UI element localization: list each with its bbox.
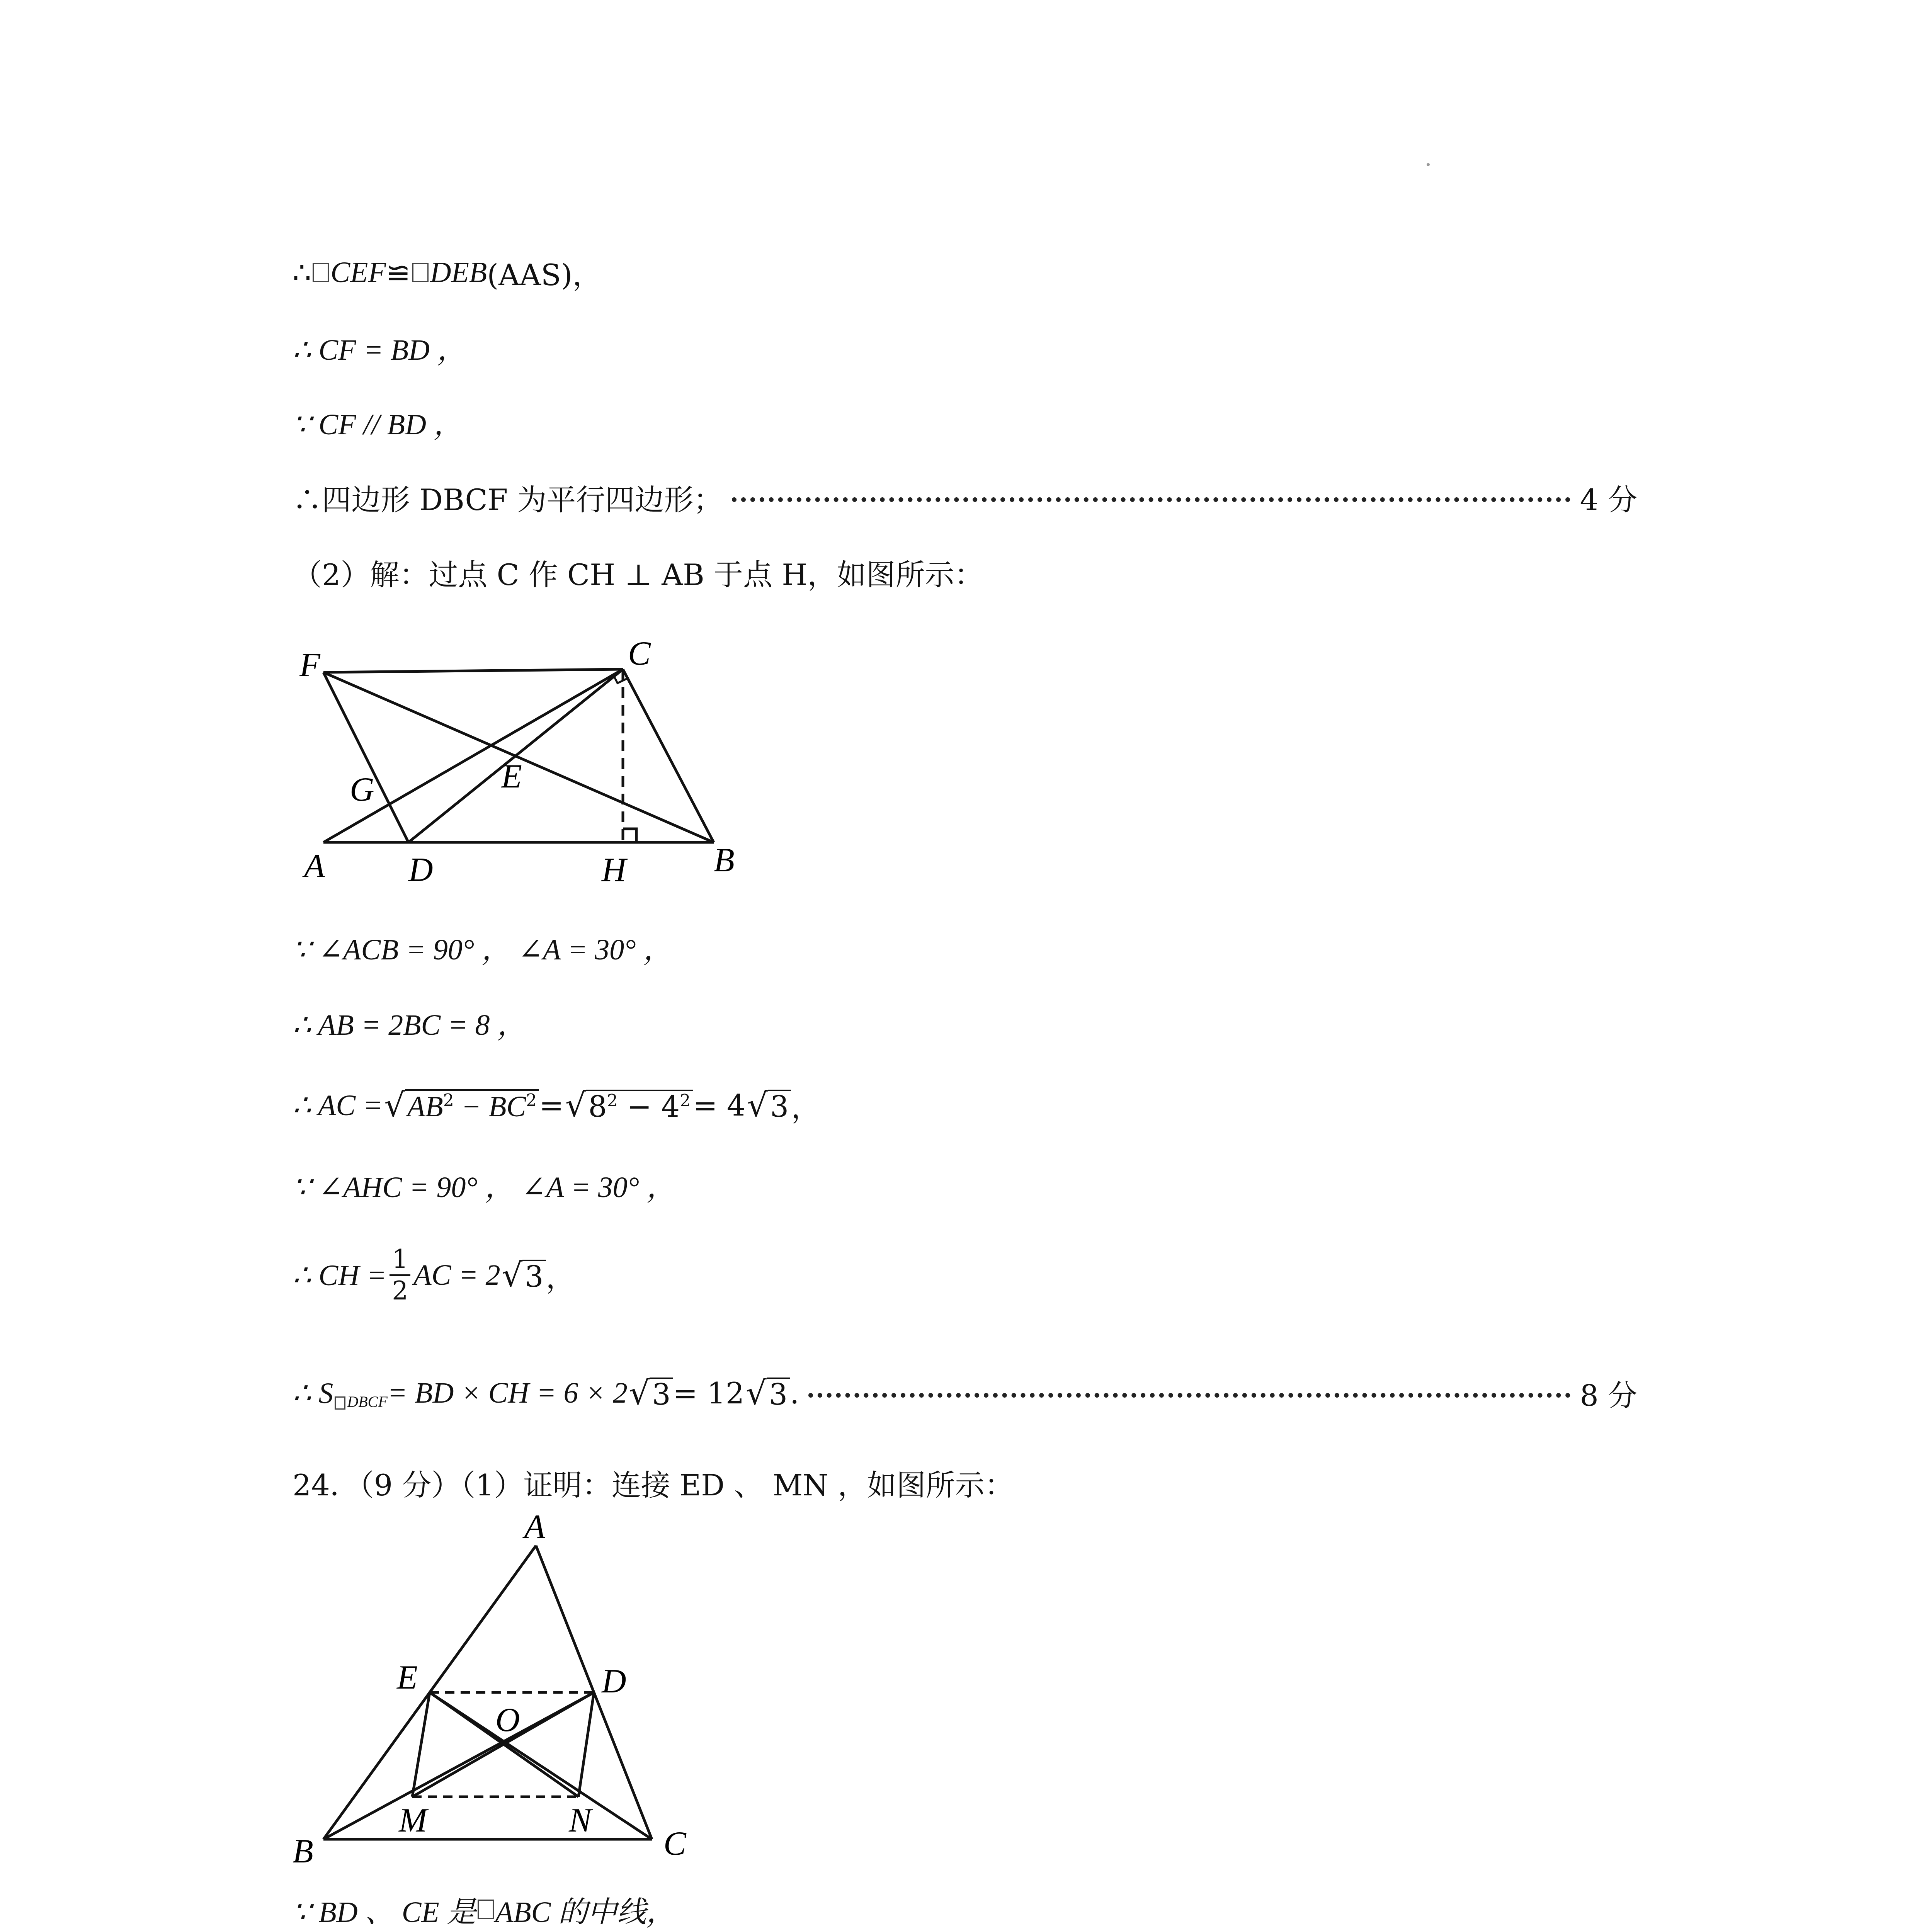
label-a: A — [304, 847, 325, 885]
dotted-leader — [808, 1393, 1570, 1398]
figure-triangle — [293, 1515, 737, 1862]
label-b: B — [293, 1833, 313, 1862]
congruent-symbol: ≌ — [386, 255, 411, 290]
part-2-solution: （2）解：过点 C 作 CH ⊥ AB 于点 H，如图所示： — [293, 557, 984, 592]
parallelogram-placeholder-icon — [335, 1396, 345, 1410]
question-24-heading: 24．（9 分）（1）证明：连接 ED 、 MN ，如图所示： — [293, 1468, 1014, 1502]
statement-cf-parallel-bd: ∵ CF // BD ， — [293, 408, 463, 441]
given-angles-2: ∵ ∠AHC = 90° ， ∠A = 30° ， — [293, 1171, 676, 1204]
statement-cf-eq-bd: ∴ CF = BD ， — [293, 333, 467, 366]
score-4: 4 分 — [1580, 482, 1637, 517]
label-h: H — [602, 851, 626, 889]
label-b: B — [714, 842, 735, 879]
triangle-placeholder-icon — [412, 263, 429, 282]
label-m: M — [399, 1802, 427, 1839]
ch-eq: ∴ CH = — [293, 1259, 387, 1292]
equals: = — [539, 1088, 564, 1122]
line-12 — [293, 1458, 1637, 1508]
line-9 — [293, 1159, 1637, 1209]
sqrt-3: √ 3 — [746, 1377, 790, 1409]
line-1 — [293, 247, 1637, 298]
sqrt-3: √ 3 — [629, 1377, 673, 1409]
line-11: ∴ S DBCF = BD × CH = 6 × 2 √ 3 = 12 √ 3 . 8 分 — [293, 1368, 1637, 1418]
label-c: C — [663, 1825, 686, 1862]
line-3 — [293, 396, 1637, 447]
label-e: E — [397, 1659, 418, 1696]
reason-aas: (AAS)， — [487, 257, 602, 292]
label-d: D — [602, 1663, 626, 1700]
line-13: ∵ BD 、 CE 是 ABC 的中线， — [293, 1884, 1637, 1932]
label-o: O — [495, 1701, 520, 1739]
label-n: N — [569, 1802, 592, 1839]
label-g: G — [350, 771, 374, 808]
label-f: F — [299, 646, 320, 684]
fraction-half: $\frac{1}{2}$ — [390, 1247, 410, 1304]
statement-dbcf-parallelogram: ∴四边形 DBCF 为平行四边形； — [293, 482, 723, 517]
label-c: C — [628, 635, 651, 672]
therefore-symbol: ∴ — [293, 255, 311, 290]
label-a: A — [524, 1515, 545, 1546]
triangle-placeholder-icon — [313, 263, 329, 282]
page-speck — [1427, 163, 1430, 166]
triangle-placeholder-icon — [478, 1900, 494, 1919]
line-7 — [293, 997, 1637, 1047]
figure-parallelogram — [293, 634, 756, 889]
sqrt-8-4: √ $8^2 - 4^2$ — [565, 1089, 693, 1121]
line-8: ∴ AC = √ $AB^2 - BC^2$ = √ $8^2 - 4^2$ = 4 √ 3 ， — [293, 1086, 821, 1125]
sqrt-3: √ 3 — [502, 1259, 546, 1291]
given-angles: ∵ ∠ACB = 90° ， ∠A = 30° ， — [293, 933, 673, 966]
ac-eq: ∴ AC = — [293, 1089, 383, 1122]
medians-statement: ∵ BD 、 CE 是 — [293, 1896, 476, 1929]
line-2 — [293, 322, 1637, 372]
four: = 4 — [693, 1088, 746, 1122]
statement-ab: ∴ AB = 2BC = 8 ， — [293, 1009, 527, 1041]
line-10: ∴ CH = $\frac{1}{2}$ AC = 2 √ 3 ， — [293, 1244, 575, 1306]
score-8: 8 分 — [1580, 1378, 1637, 1413]
sqrt-ab-bc: √ $AB^2 - BC^2$ — [384, 1089, 539, 1121]
triangle-deb: DEB — [430, 256, 487, 289]
area-symbol: ∴ S — [293, 1377, 333, 1410]
sqrt-3: √ 3 — [747, 1089, 791, 1121]
label-d: D — [408, 851, 433, 889]
triangle-cef: CEF — [330, 256, 386, 289]
label-e: E — [501, 758, 522, 795]
line-4 — [293, 472, 1637, 522]
dotted-leader — [732, 497, 1570, 502]
line-5 — [293, 547, 1637, 597]
area-subscript: DBCF — [333, 1393, 387, 1411]
line-6 — [293, 922, 1637, 972]
